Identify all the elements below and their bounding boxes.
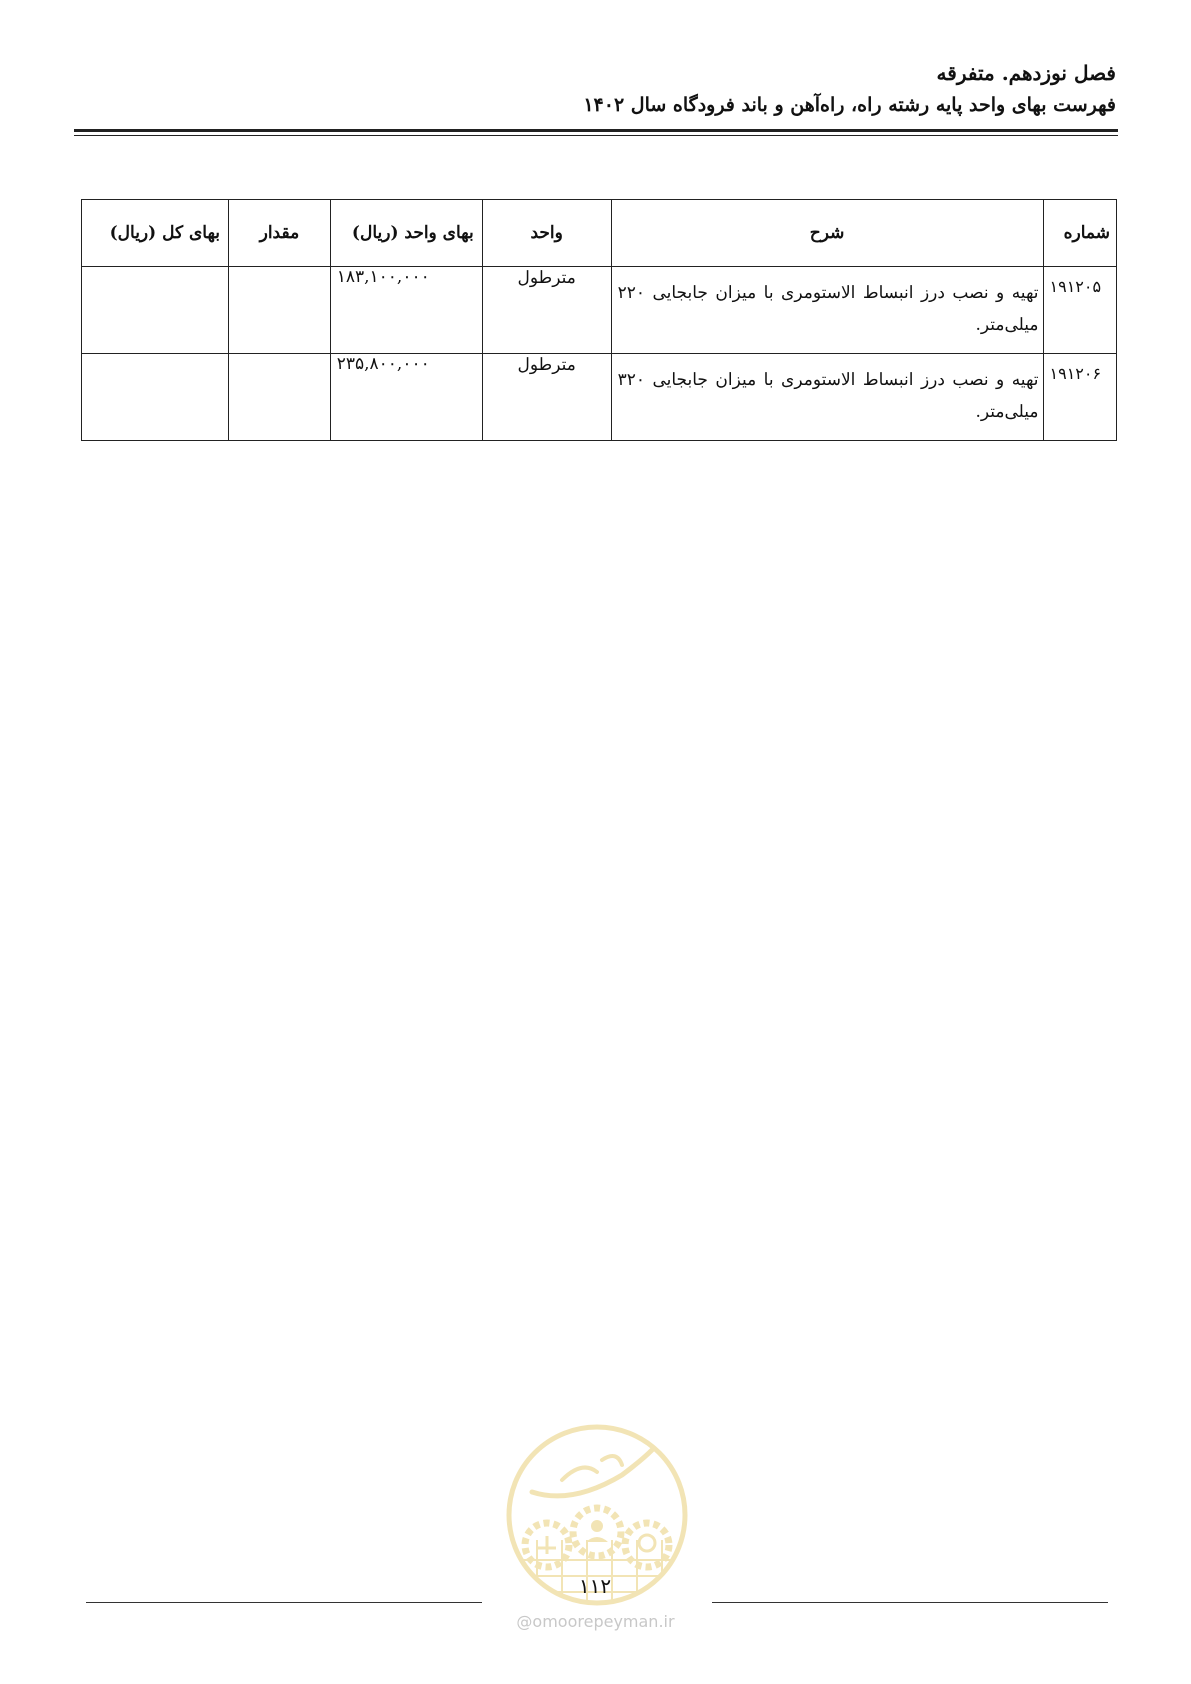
document-title: فهرست بهای واحد پایه رشته راه، راه‌آهن و باند فرودگاه سال ۱۴۰۲ [583, 94, 1116, 116]
item-quantity [229, 354, 331, 441]
item-number: ۱۹۱۲۰۵ [1043, 267, 1116, 354]
header-unit-price: بهای واحد (ریال) [330, 200, 482, 267]
page-number: ۱۱۲ [578, 1574, 612, 1598]
header-quantity: مقدار [229, 200, 331, 267]
table-row [82, 267, 1117, 354]
item-unit-price: ۱۸۳,۱۰۰,۰۰۰ [330, 267, 482, 354]
header-total-price: بهای کل (ریال) [82, 200, 229, 267]
header-rule-thin [74, 135, 1118, 136]
price-list-table [81, 199, 1117, 441]
page-header [583, 56, 1116, 120]
item-unit-price: ۲۳۵,۸۰۰,۰۰۰ [330, 354, 482, 441]
footer-rule-left [86, 1602, 482, 1603]
table-row [82, 354, 1117, 441]
watermark-url: @omoorepeyman.ir [516, 1612, 675, 1631]
item-total-price [82, 267, 229, 354]
header-rule-thick [74, 129, 1118, 132]
item-number: ۱۹۱۲۰۶ [1043, 354, 1116, 441]
header-unit: واحد [482, 200, 611, 267]
table-header-row [82, 200, 1117, 267]
item-description: تهیه و نصب درز انبساط الاستومری با میزان جابجایی ۳۲۰ میلی‌متر. [611, 354, 1043, 441]
item-quantity [229, 267, 331, 354]
item-unit: مترطول [482, 267, 611, 354]
item-unit: مترطول [482, 354, 611, 441]
item-description: تهیه و نصب درز انبساط الاستومری با میزان جابجایی ۲۲۰ میلی‌متر. [611, 267, 1043, 354]
header-number: شماره [1043, 200, 1116, 267]
header-description: شرح [611, 200, 1043, 267]
chapter-title: فصل نوزدهم. متفرقه [936, 61, 1116, 85]
item-total-price [82, 354, 229, 441]
footer-rule-right [712, 1602, 1108, 1603]
